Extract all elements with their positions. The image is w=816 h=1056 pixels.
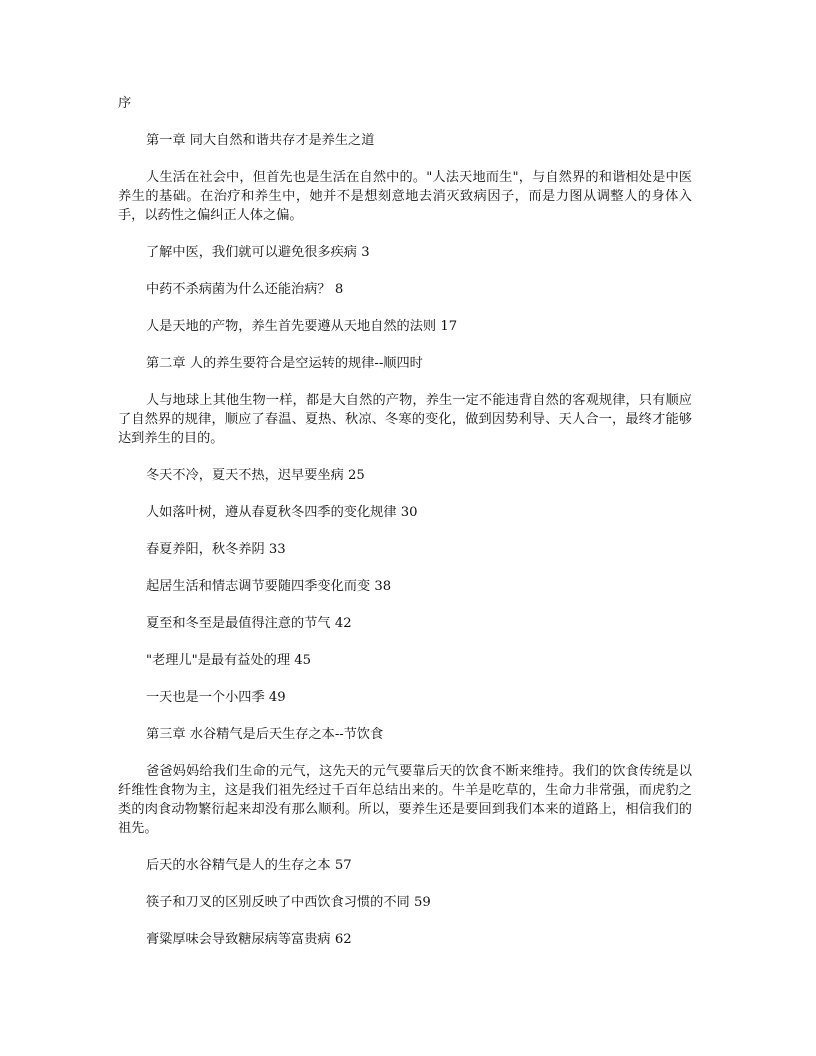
chapter-3-heading: 第三章 水谷精气是后天生存之本--节饮食 bbox=[146, 727, 384, 742]
toc-entry: 了解中医，我们就可以避免很多疾病 3 bbox=[146, 245, 370, 260]
preface-heading: 序 bbox=[118, 96, 132, 111]
toc-entry: 夏至和冬至是最值得注意的节气 42 bbox=[146, 616, 352, 631]
toc-entry: 人是天地的产物，养生首先要遵从天地自然的法则 17 bbox=[146, 319, 458, 334]
chapter-2-heading: 第二章 人的养生要符合是空运转的规律--顺四时 bbox=[146, 356, 423, 371]
chapter-1-heading: 第一章 同大自然和谐共存才是养生之道 bbox=[146, 133, 375, 148]
document-page bbox=[118, 94, 692, 967]
chapter-3-summary: 爸爸妈妈给我们生命的元气，这先天的元气要靠后天的饮食不断来维持。我们的饮食传统是以纤维性食物为主，这是我们祖先经过千百年总结出来的。牛羊是吃草的，生命力非常强，而虎豹之类的肉食动物繁衍起来却没有那么顺利。所以，要养生还是要回到我们本来的道路上，相信我们的祖先。 bbox=[118, 764, 692, 836]
toc-entry: 人如落叶树，遵从春夏秋冬四季的变化规律 30 bbox=[146, 505, 418, 520]
toc-entry: 膏粱厚味会导致糖尿病等富贵病 62 bbox=[146, 932, 352, 947]
toc-entry: "老理儿"是最有益处的理 45 bbox=[146, 653, 311, 668]
chapter-1-summary: 人生活在社会中，但首先也是生活在自然中的。"人法天地而生"，与自然界的和谐相处是中医养生的基础。在治疗和养生中，她并不是想刻意地去消灭致病因子，而是力图从调整人的身体入手，以药性之偏纠正人体之偏。 bbox=[118, 170, 692, 223]
toc-entry: 一天也是一个小四季 49 bbox=[146, 690, 286, 705]
toc-entry: 后天的水谷精气是人的生存之本 57 bbox=[146, 858, 352, 873]
toc-entry: 中药不杀病菌为什么还能治病？ 8 bbox=[146, 282, 344, 297]
toc-entry: 筷子和刀叉的区别反映了中西饮食习惯的不同 59 bbox=[146, 895, 431, 910]
toc-entry: 冬天不冷，夏天不热，迟早要坐病 25 bbox=[146, 468, 365, 483]
toc-entry: 起居生活和情志调节要随四季变化而变 38 bbox=[146, 579, 392, 594]
chapter-2-summary: 人与地球上其他生物一样，都是大自然的产物，养生一定不能违背自然的客观规律，只有顺应了自然界的规律，顺应了春温、夏热、秋凉、冬寒的变化，做到因势利导、天人合一，最终才能够达到养生的目的。 bbox=[118, 393, 692, 446]
toc-entry: 春夏养阳，秋冬养阴 33 bbox=[146, 542, 286, 557]
